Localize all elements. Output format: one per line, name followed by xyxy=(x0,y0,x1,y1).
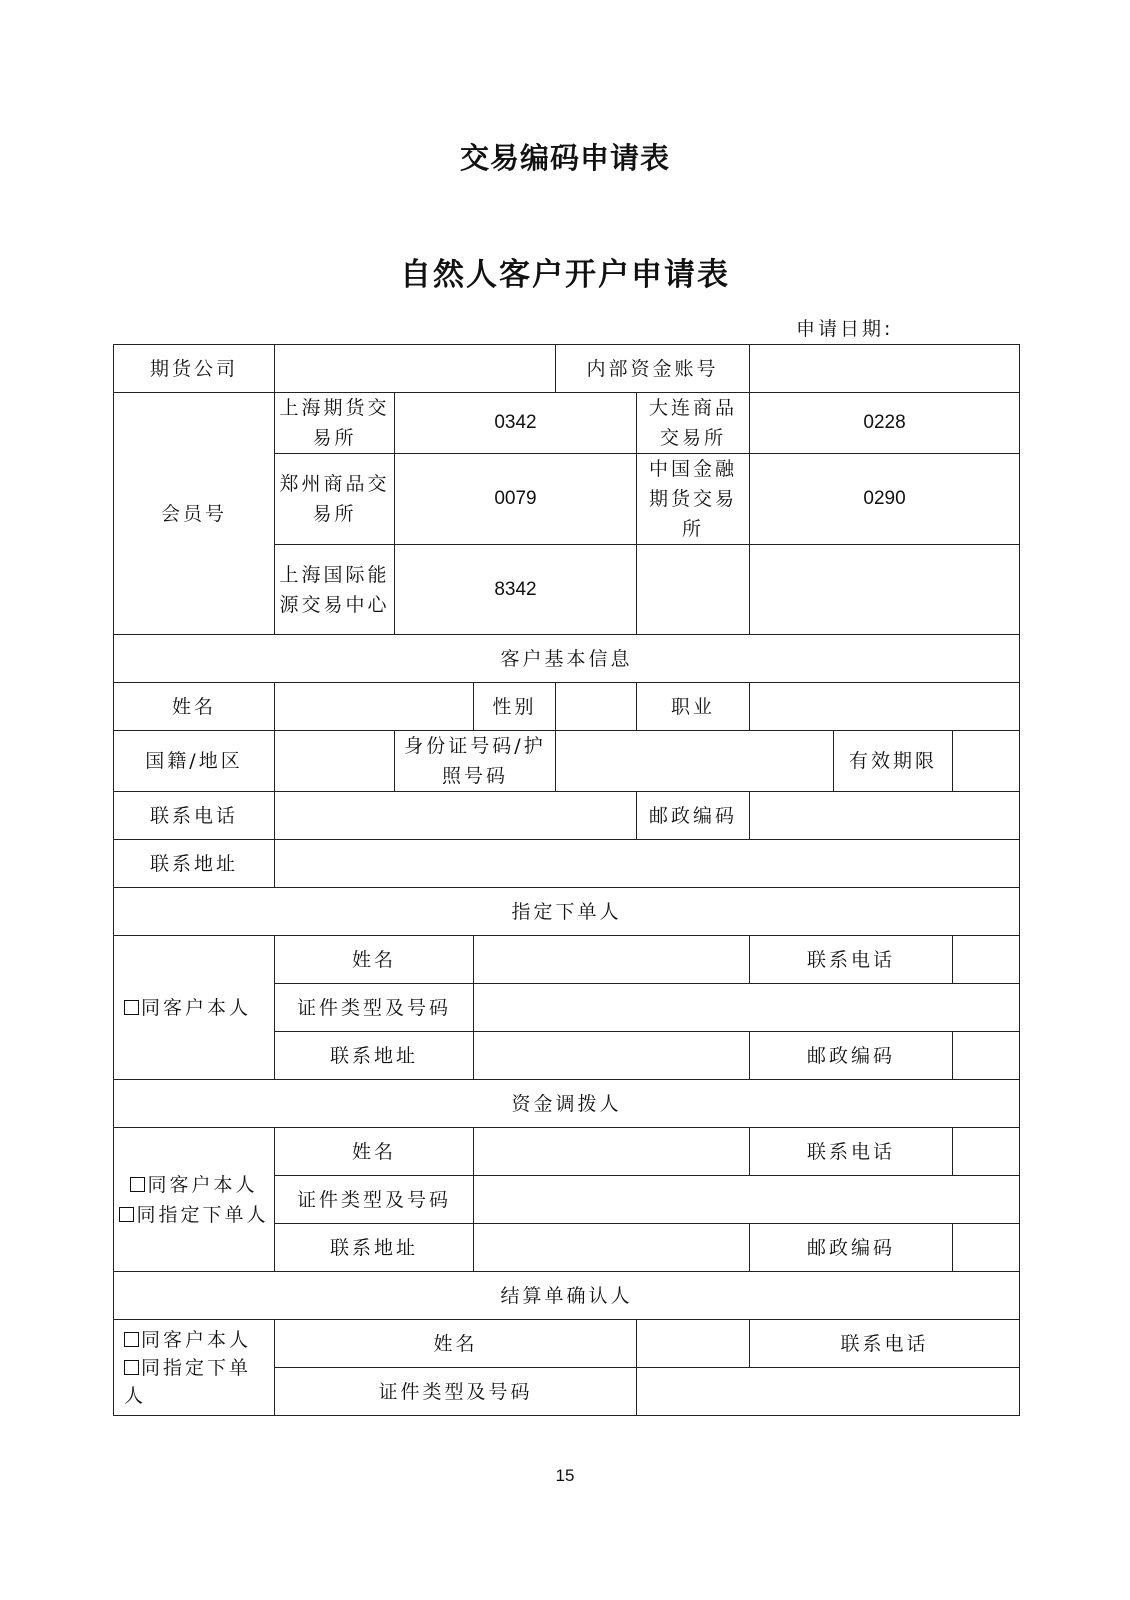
customer-section-heading-row xyxy=(114,635,1020,683)
fund-transfer-options xyxy=(114,1128,275,1272)
order-person-address-field[interactable] xyxy=(474,1032,750,1080)
customer-id-row xyxy=(114,731,1020,792)
order-person-postcode-field[interactable] xyxy=(953,1032,1020,1080)
same-as-order-person-label: 同指定下单人 xyxy=(124,1356,252,1407)
customer-phone-label: 联系电话 xyxy=(114,792,275,840)
customer-name-label: 姓名 xyxy=(114,683,275,731)
form-title: 自然人客户开户申请表 xyxy=(400,257,730,293)
exchange-name-ine: 上海国际能源交易中心 xyxy=(275,545,395,635)
fund-transfer-heading: 资金调拨人 xyxy=(114,1080,1020,1128)
customer-address-field[interactable] xyxy=(275,840,1020,888)
order-person-options xyxy=(114,936,275,1080)
fund-transfer-heading-row xyxy=(114,1080,1020,1128)
fund-transfer-name-label: 姓名 xyxy=(275,1128,474,1176)
exchange-code-shfe: 0342 xyxy=(395,393,637,454)
futures-company-row xyxy=(114,345,1020,393)
customer-address-row xyxy=(114,840,1020,888)
statement-name-field[interactable] xyxy=(637,1320,750,1368)
exchange-name-shfe: 上海期货交易所 xyxy=(275,393,395,454)
statement-heading-row xyxy=(114,1272,1020,1320)
exchange-code-cffex: 0290 xyxy=(750,454,1020,545)
exchange-code-czce: 0079 xyxy=(395,454,637,545)
gender-label: 性别 xyxy=(474,683,556,731)
member-no-label: 会员号 xyxy=(114,393,275,635)
customer-name-row xyxy=(114,683,1020,731)
fund-transfer-address-label: 联系地址 xyxy=(275,1224,474,1272)
order-person-name-label: 姓名 xyxy=(275,936,474,984)
order-person-heading-row xyxy=(114,888,1020,936)
empty-exchange-code xyxy=(750,545,1020,635)
id-number-label: 身份证号码/护照号码 xyxy=(395,731,556,792)
statement-phone-label: 联系电话 xyxy=(750,1320,1020,1368)
statement-name-label: 姓名 xyxy=(275,1320,637,1368)
exchange-code-dce: 0228 xyxy=(750,393,1020,454)
same-as-customer-label: 同客户本人 xyxy=(141,1328,252,1351)
same-as-customer-checkbox[interactable] xyxy=(130,1177,145,1192)
futures-company-field[interactable] xyxy=(275,345,556,393)
validity-field[interactable] xyxy=(953,731,1020,792)
same-as-customer-checkbox[interactable] xyxy=(124,1332,139,1347)
fund-transfer-postcode-label: 邮政编码 xyxy=(750,1224,953,1272)
page-number: 15 xyxy=(555,1466,575,1485)
customer-phone-row xyxy=(114,792,1020,840)
fund-transfer-phone-label: 联系电话 xyxy=(750,1128,953,1176)
order-person-postcode-label: 邮政编码 xyxy=(750,1032,953,1080)
statement-heading: 结算单确认人 xyxy=(114,1272,1020,1320)
application-form xyxy=(113,344,1019,1416)
occupation-label: 职业 xyxy=(637,683,750,731)
occupation-field[interactable] xyxy=(750,683,1020,731)
validity-label: 有效期限 xyxy=(834,731,953,792)
order-person-heading: 指定下单人 xyxy=(114,888,1020,936)
member-row-1 xyxy=(114,393,1020,454)
apply-date-label: 申请日期: xyxy=(796,318,894,340)
same-as-order-person-checkbox[interactable] xyxy=(119,1207,134,1222)
statement-id-field[interactable] xyxy=(637,1368,1020,1416)
customer-name-field[interactable] xyxy=(275,683,474,731)
fund-transfer-name-field[interactable] xyxy=(474,1128,750,1176)
exchange-name-cffex: 中国金融期货交易所 xyxy=(637,454,750,545)
order-person-name-row xyxy=(114,936,1020,984)
order-person-phone-label: 联系电话 xyxy=(750,936,953,984)
customer-address-label: 联系地址 xyxy=(114,840,275,888)
statement-options xyxy=(114,1320,275,1416)
form-table xyxy=(113,344,1020,1416)
gender-field[interactable] xyxy=(556,683,637,731)
empty-exchange-name xyxy=(637,545,750,635)
order-person-address-label: 联系地址 xyxy=(275,1032,474,1080)
statement-id-label: 证件类型及号码 xyxy=(275,1368,637,1416)
fund-transfer-id-field[interactable] xyxy=(474,1176,1020,1224)
futures-company-label: 期货公司 xyxy=(114,345,275,393)
customer-phone-field[interactable] xyxy=(275,792,637,840)
order-person-id-label: 证件类型及号码 xyxy=(275,984,474,1032)
nationality-field[interactable] xyxy=(275,731,395,792)
exchange-code-ine: 8342 xyxy=(395,545,637,635)
order-person-id-field[interactable] xyxy=(474,984,1020,1032)
fund-transfer-id-label: 证件类型及号码 xyxy=(275,1176,474,1224)
id-number-field[interactable] xyxy=(556,731,834,792)
page-title: 交易编码申请表 xyxy=(459,141,670,175)
exchange-name-dce: 大连商品交易所 xyxy=(637,393,750,454)
fund-transfer-address-field[interactable] xyxy=(474,1224,750,1272)
same-as-customer-label: 同客户本人 xyxy=(147,1173,258,1196)
fund-transfer-phone-field[interactable] xyxy=(953,1128,1020,1176)
customer-postcode-label: 邮政编码 xyxy=(637,792,750,840)
nationality-label: 国籍/地区 xyxy=(114,731,275,792)
fund-transfer-postcode-field[interactable] xyxy=(953,1224,1020,1272)
fund-transfer-name-row xyxy=(114,1128,1020,1176)
same-as-customer-checkbox[interactable] xyxy=(124,1000,139,1015)
same-as-order-person-checkbox[interactable] xyxy=(124,1360,139,1375)
order-person-phone-field[interactable] xyxy=(953,936,1020,984)
same-as-customer-label: 同客户本人 xyxy=(141,996,252,1019)
internal-account-field[interactable] xyxy=(750,345,1020,393)
order-person-name-field[interactable] xyxy=(474,936,750,984)
internal-account-label: 内部资金账号 xyxy=(556,345,750,393)
same-as-order-person-label: 同指定下单人 xyxy=(136,1203,269,1226)
customer-section-heading: 客户基本信息 xyxy=(114,635,1020,683)
customer-postcode-field[interactable] xyxy=(750,792,1020,840)
exchange-name-czce: 郑州商品交易所 xyxy=(275,454,395,545)
statement-name-row xyxy=(114,1320,1020,1368)
